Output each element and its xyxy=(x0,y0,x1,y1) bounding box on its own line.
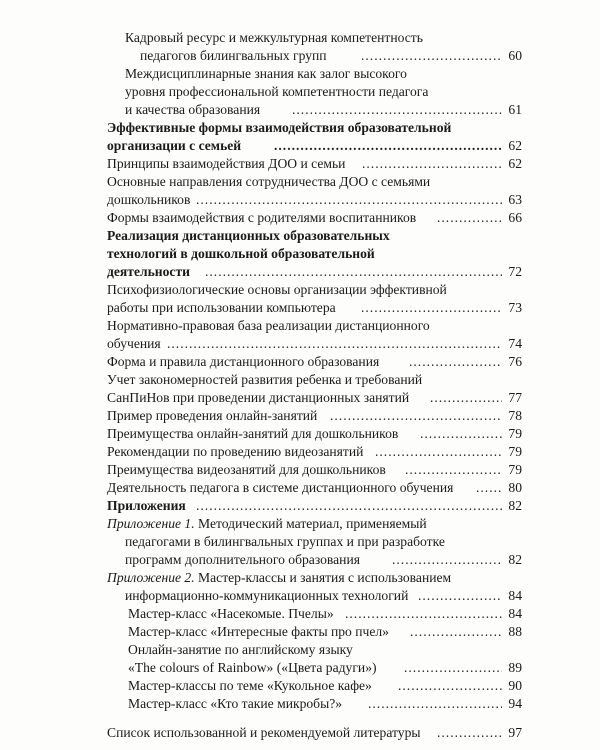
toc-page-number: 82 xyxy=(508,498,522,513)
toc-leader xyxy=(274,137,502,155)
toc-page-number: 88 xyxy=(508,624,522,639)
toc-section-heading: организации с семьей xyxy=(107,138,242,153)
toc-page-number: 84 xyxy=(508,606,522,621)
toc-entry-text: Формы взаимодействия с родителями воспитанников xyxy=(107,210,417,225)
toc-entry-text: Деятельность педагога в системе дистанционного обучения xyxy=(107,480,454,495)
toc-entry-text: Основные направления сотрудничества ДОО с семьями xyxy=(107,174,431,189)
toc-page-number: 62 xyxy=(508,138,522,153)
toc-leader xyxy=(375,443,502,461)
toc-entry-text: Преимущества видеозанятий для дошкольников xyxy=(107,462,386,477)
toc-entry-text: Психофизиологические основы организации эффективной xyxy=(107,282,447,297)
toc-page-number: 90 xyxy=(508,678,522,693)
toc-section-heading: Эффективные формы взаимодействия образовательной xyxy=(107,120,452,135)
toc-page-number: 61 xyxy=(508,102,522,117)
toc-page-number: 89 xyxy=(508,660,522,675)
toc-leader xyxy=(292,101,502,119)
appendix-label: Приложение 2. xyxy=(107,570,195,585)
toc-entry-text: информационно-коммуникационных технологий xyxy=(125,588,409,603)
toc-entry-text: программ дополнительного образования xyxy=(125,552,360,567)
toc-entry-text: Междисциплинарные знания как залог высокого xyxy=(125,66,407,81)
toc-page-number: 62 xyxy=(508,156,522,171)
toc-page-number: 76 xyxy=(508,354,522,369)
appendix-title: Мастер-классы и занятия с использованием xyxy=(194,570,452,585)
toc-entry-text: и качества образования xyxy=(125,102,261,117)
toc-entry-text: Нормативно-правовая база реализации дистанционного xyxy=(107,318,430,333)
toc-page-number: 73 xyxy=(508,300,522,315)
toc-entry-text: Форма и правила дистанционного образования xyxy=(107,354,380,369)
toc-entry-text: Пример проведения онлайн-занятий xyxy=(107,408,318,423)
toc-page-number: 79 xyxy=(508,426,522,441)
toc-entry-text: Список использованной и рекомендуемой литературы xyxy=(107,725,421,740)
toc-page-number: 79 xyxy=(508,462,522,477)
toc-entry-text: Рекомендации по проведению видеозанятий xyxy=(107,444,364,459)
toc-page-number: 82 xyxy=(508,552,522,567)
toc-leader xyxy=(392,551,502,569)
toc-page-number: 94 xyxy=(508,696,522,711)
toc-entry-text xyxy=(107,569,451,587)
toc-entry-text: педагогами в билингвальных группах и при разработке xyxy=(125,534,445,549)
toc-leader xyxy=(205,263,502,281)
appendix-title: Методический материал, применяемый xyxy=(194,516,427,531)
toc-entry-text: Мастер-классы по теме «Кукольное кафе» xyxy=(128,678,372,693)
toc-section-heading: Приложения xyxy=(107,498,186,513)
toc-section-heading: деятельности xyxy=(107,264,190,279)
toc-leader xyxy=(362,155,502,173)
toc-page-number: 97 xyxy=(508,725,522,740)
toc-page-number: 60 xyxy=(508,48,522,63)
toc-leader xyxy=(167,335,502,353)
toc-entry-text: Онлайн-занятие по английскому языку xyxy=(128,642,353,657)
toc-section-heading: технологий в дошкольной образовательной xyxy=(107,246,375,261)
appendix-label: Приложение 1. xyxy=(107,516,195,531)
toc-entry-text: Учет закономерностей развития ребенка и требований xyxy=(107,372,423,387)
toc-leader xyxy=(420,425,502,443)
toc-leader xyxy=(361,299,502,317)
toc-leader xyxy=(430,389,502,407)
toc-leader xyxy=(437,724,502,742)
toc-entry-text: Мастер-класс «Насекомые. Пчелы» xyxy=(128,606,334,621)
toc-entry-text: Кадровый ресурс и межкультурная компетентность xyxy=(125,30,423,45)
toc-entry-text: Мастер-класс «Кто такие микробы?» xyxy=(128,696,343,711)
toc-page-number: 78 xyxy=(508,408,522,423)
toc-page-number: 63 xyxy=(508,192,522,207)
toc-page-number: 74 xyxy=(508,336,522,351)
toc-leader xyxy=(330,407,502,425)
toc-section-heading: Реализация дистанционных образовательных xyxy=(107,228,390,243)
toc-entry-text: Мастер-класс «Интересные факты про пчел» xyxy=(128,624,389,639)
toc-entry-text: педагогов билингвальных групп xyxy=(140,48,327,63)
toc-leader xyxy=(196,191,502,209)
toc-leader xyxy=(345,605,502,623)
toc-leader xyxy=(196,497,502,515)
toc-leader xyxy=(410,623,502,641)
toc-page-number: 79 xyxy=(508,444,522,459)
toc-leader xyxy=(405,461,502,479)
toc-entry-text: уровня профессиональной компетентности педагога xyxy=(125,84,429,99)
toc-leader xyxy=(404,659,502,677)
toc-page-number: 84 xyxy=(508,588,522,603)
toc-leader xyxy=(398,677,502,695)
toc-leader xyxy=(409,353,502,371)
toc-page-number: 80 xyxy=(508,480,522,495)
toc-leader xyxy=(476,479,502,497)
toc-leader xyxy=(361,47,502,65)
toc-leader xyxy=(368,695,502,713)
toc-page-number: 66 xyxy=(508,210,522,225)
toc-page-number: 72 xyxy=(508,264,522,279)
toc-entry-text: работы при использовании компьютера xyxy=(107,300,336,315)
toc-entry-text: дошкольников xyxy=(107,192,191,207)
toc-leader xyxy=(418,587,502,605)
toc-leader xyxy=(437,209,502,227)
toc-entry-text xyxy=(107,515,427,533)
toc-entry-text: Преимущества онлайн-занятий для дошкольников xyxy=(107,426,399,441)
toc-entry-text: СанПиНов при проведении дистанционных занятий xyxy=(107,390,410,405)
toc-entry-text: «The colours of Rainbow» («Цвета радуги») xyxy=(128,660,377,675)
toc-entry-text: обучения xyxy=(107,336,161,351)
toc-page-number: 77 xyxy=(508,390,522,405)
toc-entry-text: Принципы взаимодействия ДОО и семьи xyxy=(107,156,346,171)
